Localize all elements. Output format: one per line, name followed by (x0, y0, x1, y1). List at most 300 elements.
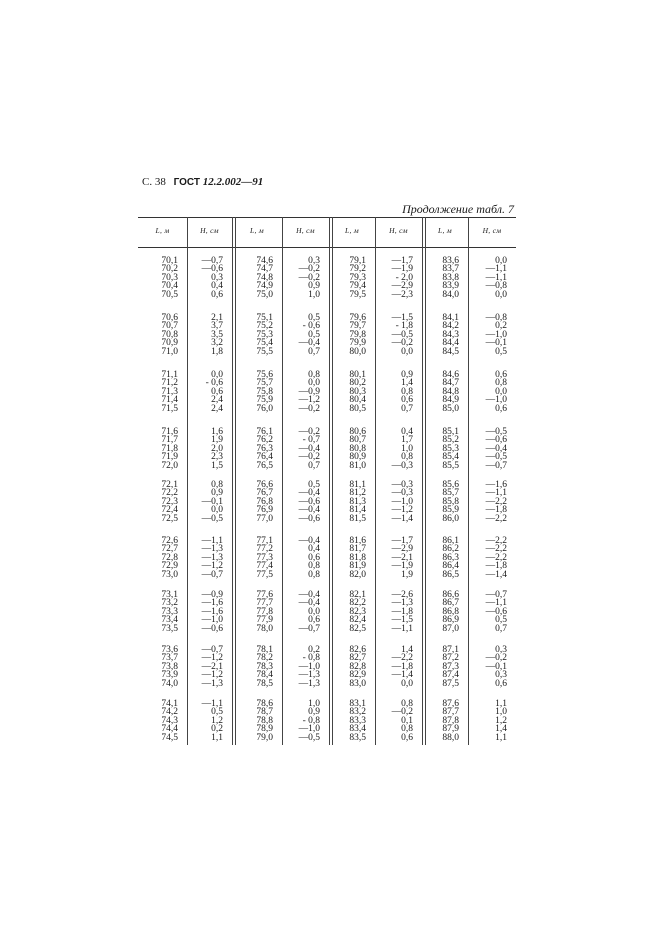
height-cell: 0,3 (495, 645, 507, 655)
length-cell: 71,7 (161, 435, 178, 446)
length-cell: 79,7 (349, 321, 366, 332)
length-cell: 73,6 (161, 645, 178, 655)
height-cell: 0,8 (308, 370, 320, 380)
row-group (232, 591, 282, 633)
height-cell: 0,7 (401, 403, 413, 414)
length-cell: 81,6 (349, 536, 366, 546)
length-cell: 72,8 (161, 552, 178, 563)
height-cell: —1,9 (391, 264, 413, 275)
length-cell: 71,5 (161, 403, 178, 414)
height-cell: 2,4 (211, 395, 223, 406)
row-group (138, 371, 187, 413)
length-cell: 79,8 (349, 329, 366, 340)
height-cell: —1,0 (298, 661, 320, 672)
column-5-l (329, 217, 375, 745)
length-cell: 86,7 (442, 598, 459, 609)
height-cell: - 0,8 (302, 653, 320, 664)
row-group (329, 481, 375, 523)
length-cell: 78,3 (256, 661, 273, 672)
length-cell: 78,5 (256, 678, 273, 689)
standard-code: ГОСТ (173, 177, 200, 188)
row-group (375, 481, 422, 523)
height-cell: —2,2 (485, 513, 507, 524)
length-cell: 71,2 (161, 378, 178, 389)
height-cell: —1,3 (201, 552, 223, 563)
length-cell: 70,5 (161, 289, 178, 300)
height-cell: —0,7 (201, 569, 223, 580)
table-continuation-label: Продолжение табл. 7 (402, 202, 514, 216)
length-cell: 79,5 (349, 289, 366, 300)
length-cell: 70,1 (161, 256, 178, 266)
height-cell: - 2,0 (395, 272, 413, 283)
length-cell: 73,7 (161, 653, 178, 664)
height-cell: —1,8 (391, 606, 413, 617)
row-group (232, 257, 282, 299)
height-cell: 0,5 (495, 615, 507, 626)
row-group (422, 537, 468, 579)
height-cell: —2,9 (391, 544, 413, 555)
length-cell: 76,8 (256, 496, 273, 507)
column-1-l (138, 217, 187, 745)
column-header: H, см (296, 226, 315, 235)
height-cell: 1,4 (495, 724, 507, 735)
row-group (375, 591, 422, 633)
height-cell: 0,7 (495, 623, 507, 634)
length-cell: 74,4 (161, 724, 178, 735)
height-cell: 0,0 (495, 256, 507, 266)
length-cell: 87,2 (442, 653, 459, 664)
height-cell: 1,2 (495, 715, 507, 726)
row-group (375, 537, 422, 579)
length-cell: 82,8 (349, 661, 366, 672)
row-group (187, 646, 232, 688)
height-cell: 0,6 (495, 678, 507, 689)
height-cell: 0,9 (308, 707, 320, 718)
length-cell: 87,6 (442, 699, 459, 709)
height-cell: —0,1 (485, 338, 507, 349)
length-cell: 74,3 (161, 715, 178, 726)
height-cell: —1,4 (485, 569, 507, 580)
row-group (232, 646, 282, 688)
height-cell: —1,0 (391, 496, 413, 507)
height-cell: 0,6 (495, 403, 507, 414)
length-cell: 82,9 (349, 670, 366, 681)
length-cell: 87,9 (442, 724, 459, 735)
height-cell: 2,4 (211, 403, 223, 414)
length-cell: 81,0 (349, 460, 366, 471)
height-cell: —1,2 (298, 395, 320, 406)
length-cell: 85,9 (442, 505, 459, 516)
length-cell: 72,6 (161, 536, 178, 546)
row-group (138, 700, 187, 742)
height-cell: - 0,7 (302, 435, 320, 446)
height-cell: —0,5 (485, 427, 507, 437)
length-cell: 82,4 (349, 615, 366, 626)
length-cell: 83,1 (349, 699, 366, 709)
height-cell: 1,0 (308, 289, 320, 300)
length-cell: 84,6 (442, 370, 459, 380)
length-cell: 71,3 (161, 386, 178, 397)
height-cell: —1,6 (485, 480, 507, 490)
length-cell: 75,8 (256, 386, 273, 397)
row-group (187, 591, 232, 633)
height-cell: 2,0 (211, 443, 223, 454)
height-cell: —0,6 (485, 435, 507, 446)
column-header: H, см (200, 226, 219, 235)
length-cell: 80,9 (349, 452, 366, 463)
height-cell: —1,4 (391, 513, 413, 524)
column-header: L, м (155, 226, 170, 235)
length-cell: 72,0 (161, 460, 178, 471)
length-cell: 83,8 (442, 272, 459, 283)
height-cell: —2,2 (391, 653, 413, 664)
height-cell: —2,1 (391, 552, 413, 563)
height-cell: —0,4 (485, 443, 507, 454)
length-cell: 73,8 (161, 661, 178, 672)
length-cell: 80,3 (349, 386, 366, 397)
row-group (468, 371, 516, 413)
length-cell: 77,5 (256, 569, 273, 580)
row-group (282, 481, 329, 523)
length-cell: 78,6 (256, 699, 273, 709)
height-cell: —0,4 (298, 505, 320, 516)
row-group (329, 371, 375, 413)
length-cell: 88,0 (442, 732, 459, 743)
row-group (329, 537, 375, 579)
height-cell: 0,6 (308, 615, 320, 626)
height-cell: —0,1 (201, 496, 223, 507)
length-cell: 80,6 (349, 427, 366, 437)
row-group (187, 428, 232, 470)
height-cell: —1,2 (201, 653, 223, 664)
length-cell: 78,4 (256, 670, 273, 681)
length-cell: 85,6 (442, 480, 459, 490)
row-group (282, 371, 329, 413)
row-group (422, 481, 468, 523)
length-cell: 86,3 (442, 552, 459, 563)
row-group (187, 481, 232, 523)
height-cell: 1,9 (211, 435, 223, 446)
length-cell: 75,7 (256, 378, 273, 389)
length-cell: 80,8 (349, 443, 366, 454)
row-group (187, 537, 232, 579)
height-cell: 0,6 (495, 370, 507, 380)
length-cell: 83,6 (442, 256, 459, 266)
height-cell: 0,4 (401, 427, 413, 437)
height-cell: —0,5 (485, 452, 507, 463)
length-cell: 85,2 (442, 435, 459, 446)
length-cell: 87,7 (442, 707, 459, 718)
height-cell: 0,6 (211, 386, 223, 397)
length-cell: 71,6 (161, 427, 178, 437)
height-cell: —0,2 (298, 264, 320, 275)
height-cell: —1,1 (485, 488, 507, 499)
height-cell: —0,8 (485, 313, 507, 323)
length-cell: 83,5 (349, 732, 366, 743)
row-group (329, 257, 375, 299)
length-cell: 78,2 (256, 653, 273, 664)
height-cell: 0,6 (401, 395, 413, 406)
height-cell: —1,6 (201, 598, 223, 609)
length-cell: 72,3 (161, 496, 178, 507)
height-cell: —0,7 (485, 460, 507, 471)
height-cell: —0,6 (201, 264, 223, 275)
length-cell: 73,3 (161, 606, 178, 617)
row-group (138, 481, 187, 523)
height-cell: 1,0 (495, 707, 507, 718)
length-cell: 76,4 (256, 452, 273, 463)
length-cell: 79,0 (256, 732, 273, 743)
length-cell: 81,8 (349, 552, 366, 563)
length-cell: 80,0 (349, 346, 366, 357)
row-group (329, 591, 375, 633)
length-cell: 77,8 (256, 606, 273, 617)
height-cell: —0,2 (298, 403, 320, 414)
length-cell: 75,2 (256, 321, 273, 332)
length-cell: 75,6 (256, 370, 273, 380)
length-cell: 80,2 (349, 378, 366, 389)
length-cell: 73,0 (161, 569, 178, 580)
row-group (138, 591, 187, 633)
height-cell: —1,2 (201, 670, 223, 681)
height-cell: 0,2 (495, 321, 507, 332)
row-group (468, 428, 516, 470)
length-cell: 84,7 (442, 378, 459, 389)
length-cell: 84,8 (442, 386, 459, 397)
height-cell: —0,2 (298, 452, 320, 463)
length-cell: 81,9 (349, 561, 366, 572)
length-cell: 87,0 (442, 623, 459, 634)
row-group (282, 591, 329, 633)
length-cell: 77,9 (256, 615, 273, 626)
length-cell: 70,6 (161, 313, 178, 323)
row-group (138, 646, 187, 688)
length-cell: 78,8 (256, 715, 273, 726)
row-group (138, 537, 187, 579)
length-cell: 80,4 (349, 395, 366, 406)
height-cell: 0,7 (308, 346, 320, 357)
height-cell: —0,5 (298, 732, 320, 743)
height-cell: —0,7 (201, 256, 223, 266)
length-cell: 74,2 (161, 707, 178, 718)
length-cell: 87,3 (442, 661, 459, 672)
height-cell: —1,8 (391, 661, 413, 672)
height-cell: 0,0 (495, 289, 507, 300)
height-cell: —0,4 (298, 488, 320, 499)
length-cell: 74,7 (256, 264, 273, 275)
row-group (468, 700, 516, 742)
height-cell: 1,7 (401, 435, 413, 446)
height-cell: 0,4 (211, 281, 223, 292)
length-cell: 70,7 (161, 321, 178, 332)
column-header: L, м (438, 226, 452, 235)
height-cell: —0,2 (298, 427, 320, 437)
column-3-l (232, 217, 282, 745)
height-cell: —1,6 (201, 606, 223, 617)
height-cell: 0,1 (401, 715, 413, 726)
height-cell: —0,6 (485, 606, 507, 617)
row-group (375, 646, 422, 688)
height-cell: 0,8 (401, 386, 413, 397)
row-group (375, 428, 422, 470)
row-group (232, 481, 282, 523)
length-cell: 85,3 (442, 443, 459, 454)
length-cell: 86,4 (442, 561, 459, 572)
row-group (422, 646, 468, 688)
length-cell: 75,4 (256, 338, 273, 349)
height-cell: 0,6 (308, 552, 320, 563)
length-cell: 76,9 (256, 505, 273, 516)
height-cell: —1,7 (391, 256, 413, 266)
height-cell: - 1,8 (395, 321, 413, 332)
height-cell: —2,2 (485, 552, 507, 563)
height-cell: 0,5 (308, 480, 320, 490)
height-cell: —1,1 (391, 623, 413, 634)
length-cell: 74,8 (256, 272, 273, 283)
height-cell: —1,3 (391, 598, 413, 609)
length-cell: 78,0 (256, 623, 273, 634)
height-cell: 0,8 (401, 724, 413, 735)
height-cell: 0,3 (308, 256, 320, 266)
height-cell: —1,3 (298, 678, 320, 689)
height-cell: —2,2 (485, 536, 507, 546)
height-cell: —1,2 (391, 505, 413, 516)
height-cell: - 0,6 (302, 321, 320, 332)
height-cell: —0,2 (391, 707, 413, 718)
length-cell: 82,7 (349, 653, 366, 664)
length-cell: 86,6 (442, 590, 459, 600)
length-cell: 72,5 (161, 513, 178, 524)
length-cell: 77,0 (256, 513, 273, 524)
length-cell: 87,5 (442, 678, 459, 689)
height-cell: 0,5 (495, 346, 507, 357)
height-cell: —0,4 (298, 536, 320, 546)
length-cell: 86,2 (442, 544, 459, 555)
length-cell: 87,4 (442, 670, 459, 681)
height-cell: 1,2 (211, 715, 223, 726)
length-cell: 79,2 (349, 264, 366, 275)
length-cell: 75,5 (256, 346, 273, 357)
length-cell: 74,1 (161, 699, 178, 709)
row-group (232, 700, 282, 742)
height-cell: —1,5 (391, 313, 413, 323)
length-cell: 76,1 (256, 427, 273, 437)
length-cell: 83,4 (349, 724, 366, 735)
height-cell: —0,4 (298, 338, 320, 349)
length-cell: 82,3 (349, 606, 366, 617)
length-cell: 80,1 (349, 370, 366, 380)
height-cell: —0,5 (391, 329, 413, 340)
length-cell: 77,6 (256, 590, 273, 600)
height-cell: 0,8 (211, 480, 223, 490)
length-cell: 85,8 (442, 496, 459, 507)
height-cell: 1,5 (211, 460, 223, 471)
height-cell: —0,7 (298, 623, 320, 634)
height-cell: —0,3 (391, 488, 413, 499)
length-cell: 86,1 (442, 536, 459, 546)
length-cell: 81,3 (349, 496, 366, 507)
row-group (468, 314, 516, 356)
length-cell: 84,3 (442, 329, 459, 340)
height-cell: - 0,8 (302, 715, 320, 726)
height-cell: —1,1 (485, 264, 507, 275)
row-group (422, 371, 468, 413)
height-cell: —2,2 (485, 496, 507, 507)
column-6-h (375, 217, 422, 745)
height-cell: —0,9 (298, 386, 320, 397)
length-cell: 73,2 (161, 598, 178, 609)
length-cell: 84,4 (442, 338, 459, 349)
row-group (468, 591, 516, 633)
height-cell: —2,1 (201, 661, 223, 672)
row-group (282, 646, 329, 688)
length-cell: 87,8 (442, 715, 459, 726)
height-cell: —0,3 (391, 480, 413, 490)
height-cell: —2,9 (391, 281, 413, 292)
length-cell: 84,2 (442, 321, 459, 332)
height-cell: 0,5 (308, 313, 320, 323)
row-group (375, 314, 422, 356)
length-cell: 85,5 (442, 460, 459, 471)
row-group (468, 481, 516, 523)
length-cell: 84,9 (442, 395, 459, 406)
height-cell: —1,3 (201, 544, 223, 555)
length-cell: 78,1 (256, 645, 273, 655)
height-cell: 0,5 (308, 329, 320, 340)
length-cell: 79,4 (349, 281, 366, 292)
row-group (232, 428, 282, 470)
length-cell: 76,3 (256, 443, 273, 454)
length-cell: 81,4 (349, 505, 366, 516)
row-group (329, 700, 375, 742)
height-cell: 0,0 (211, 505, 223, 516)
height-cell: —1,1 (485, 598, 507, 609)
length-cell: 86,0 (442, 513, 459, 524)
length-cell: 86,5 (442, 569, 459, 580)
length-cell: 72,9 (161, 561, 178, 572)
height-cell: 1,4 (401, 645, 413, 655)
height-cell: 0,8 (401, 452, 413, 463)
height-cell: —1,0 (485, 329, 507, 340)
height-cell: 0,3 (211, 272, 223, 283)
length-cell: 79,6 (349, 313, 366, 323)
height-cell: 2,3 (211, 452, 223, 463)
height-cell: —2,6 (391, 590, 413, 600)
height-cell: —2,2 (485, 544, 507, 555)
length-cell: 76,5 (256, 460, 273, 471)
length-cell: 82,0 (349, 569, 366, 580)
height-cell: 0,2 (308, 645, 320, 655)
length-cell: 78,9 (256, 724, 273, 735)
height-cell: 0,4 (308, 544, 320, 555)
length-cell: 72,2 (161, 488, 178, 499)
height-cell: —1,1 (485, 272, 507, 283)
height-cell: 0,0 (211, 370, 223, 380)
row-group (375, 700, 422, 742)
row-group (422, 314, 468, 356)
height-cell: 0,9 (211, 488, 223, 499)
height-cell: 1,0 (308, 699, 320, 709)
height-cell: 0,8 (495, 378, 507, 389)
height-cell: —1,1 (201, 699, 223, 709)
height-cell: —0,2 (391, 338, 413, 349)
height-cell: —0,4 (298, 443, 320, 454)
height-cell: 1,1 (495, 732, 507, 743)
length-cell: 74,9 (256, 281, 273, 292)
length-cell: 77,4 (256, 561, 273, 572)
length-cell: 86,9 (442, 615, 459, 626)
length-cell: 82,5 (349, 623, 366, 634)
